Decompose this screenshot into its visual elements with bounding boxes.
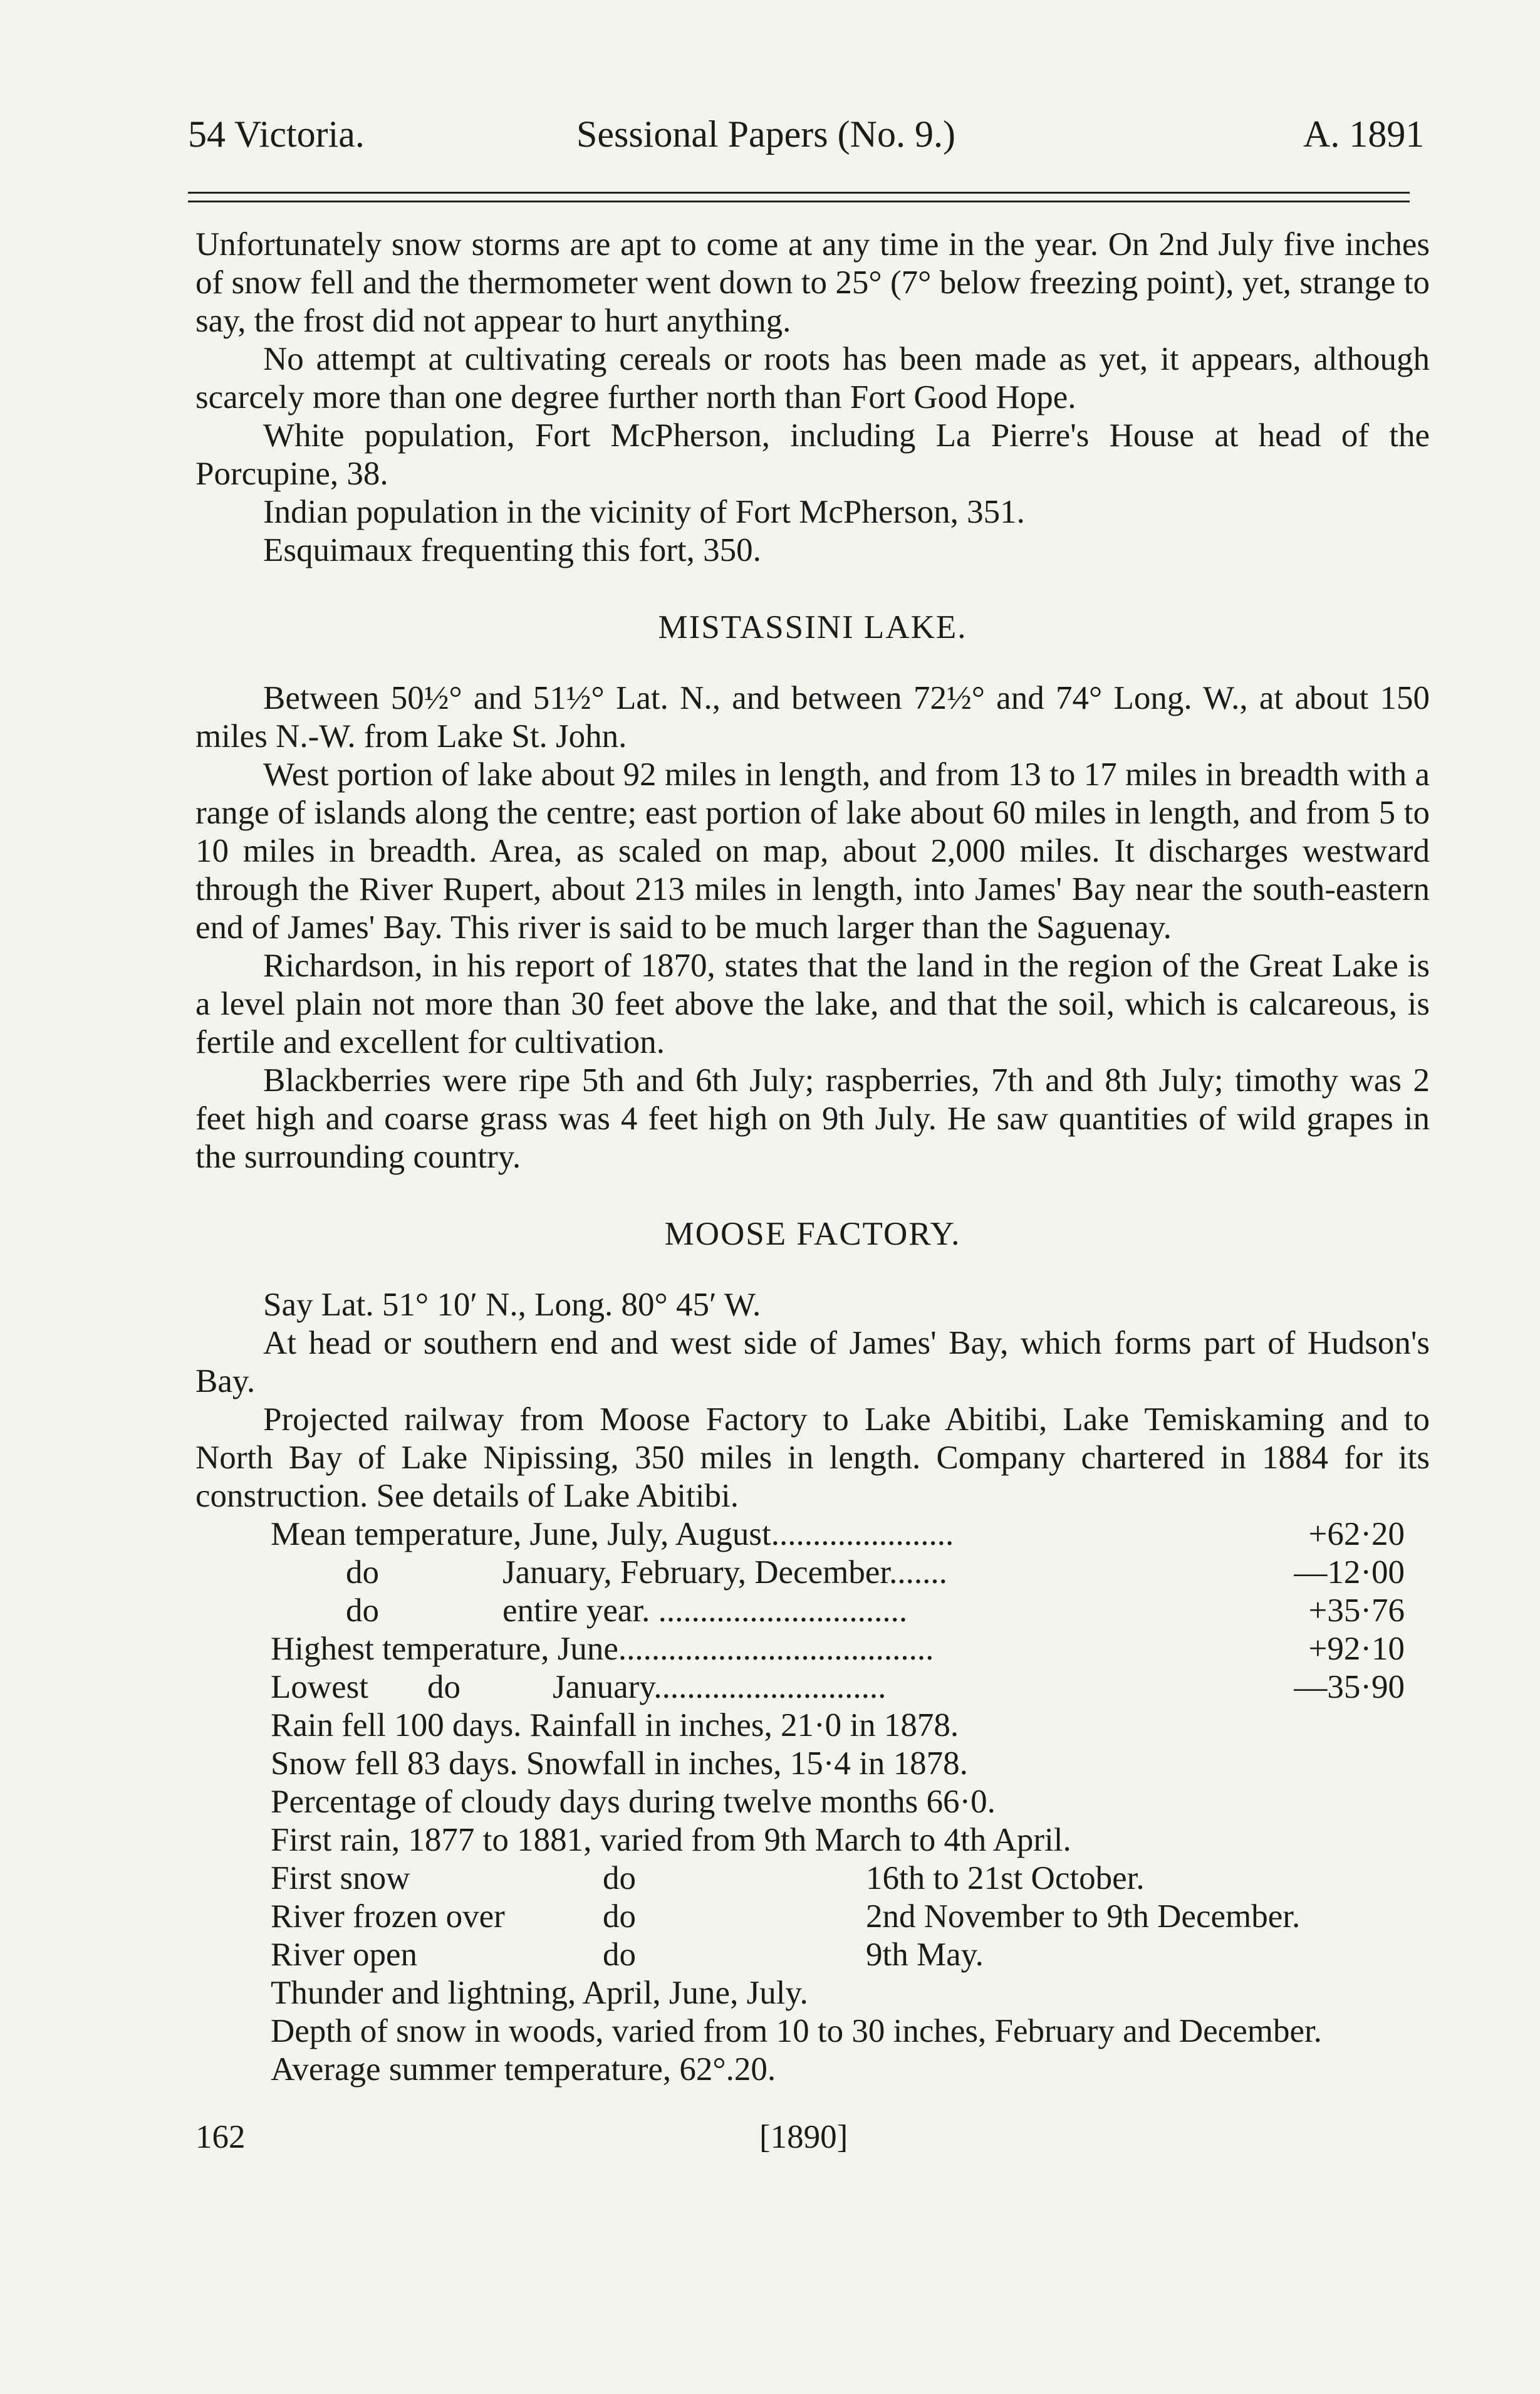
event-row: [271, 1859, 1430, 1898]
event-label: River open: [271, 1937, 418, 1973]
mistassini-paragraph-3: Richardson, in his report of 1870, states that the land in the region of the Great Lake is a level plain not more than 30 feet above the lake, and that the soil, which is calcareous, is fertile and excellent for cultivation.: [195, 948, 1430, 1060]
header-left: 54 Victoria.: [188, 113, 365, 155]
temp-row: [271, 1668, 1430, 1707]
average-line: Average summer temperature, 62°.20.: [271, 2051, 776, 2088]
temp-value: —35·90: [1294, 1669, 1405, 1705]
temp-dots: ......................................: [618, 1631, 934, 1667]
event-ditto: do: [603, 1860, 636, 1896]
temp-dots: .......: [889, 1554, 947, 1591]
event-ditto: do: [603, 1937, 636, 1973]
first-rain-line: First rain, 1877 to 1881, varied from 9th March to 4th April.: [271, 1822, 1071, 1858]
temp-mid: do: [427, 1669, 460, 1705]
rain-line: Rain fell 100 days. Rainfall in inches, 21·0 in 1878.: [271, 1707, 959, 1743]
temp-label: Mean temperature, June, July, August: [271, 1516, 771, 1552]
temp-value: +92·10: [1308, 1631, 1405, 1667]
moose-paragraph-2: Projected railway from Moose Factory to Lake Abitibi, Lake Temiskaming and to North Bay of Lake Nipissing, 350 miles in length. Company chartered in 1884 for its construction. See details of Lake Abitibi.: [195, 1401, 1430, 1514]
moose-paragraph-1: At head or southern end and west side of James' Bay, which forms part of Hudson's Bay.: [195, 1325, 1430, 1399]
event-row: [271, 1898, 1430, 1936]
temp-label: do: [346, 1592, 379, 1629]
header-center: Sessional Papers (No. 9.): [576, 113, 955, 155]
event-row: [271, 1936, 1430, 1974]
event-dates: 2nd November to 9th December.: [866, 1898, 1301, 1935]
page-number: 162: [195, 2119, 246, 2155]
intro-paragraph-4: Indian population in the vicinity of Fort McPherson, 351.: [263, 494, 1025, 530]
temp-label: do: [346, 1554, 379, 1591]
mistassini-paragraph-4: Blackberries were ripe 5th and 6th July; raspberries, 7th and 8th July; timothy was 2 feet high and coarse grass was 4 feet high on 9th July. He saw quantities of wild grapes in the surrounding country.: [195, 1062, 1430, 1175]
temp-row: [271, 1630, 1430, 1668]
mistassini-paragraph-1: Between 50½° and 51½° Lat. N., and between 72½° and 74° Long. W., at about 150 miles N.-W. from Lake St. John.: [195, 680, 1430, 755]
intro-paragraph-1: Unfortunately snow storms are apt to come at any time in the year. On 2nd July five inches of snow fell and the thermometer went down to 25° (7° below freezing point), yet, strange to say, the frost did not appear to hurt anything.: [195, 226, 1430, 339]
intro-paragraph-5: Esquimaux frequenting this fort, 350.: [263, 532, 761, 568]
footer-year: [1890]: [759, 2119, 848, 2155]
temp-dots: ..............................: [650, 1592, 908, 1629]
section-heading-mistassini: MISTASSINI LAKE.: [658, 609, 967, 646]
event-label: River frozen over: [271, 1898, 505, 1935]
snow-line: Snow fell 83 days. Snowfall in inches, 15·4 in 1878.: [271, 1745, 968, 1782]
snow-depth-paragraph: Depth of snow in woods, varied from 10 to 30 inches, February and December.: [271, 2013, 1322, 2049]
temp-value: +62·20: [1308, 1516, 1405, 1552]
page-body: [195, 226, 1430, 2089]
temp-mid: entire year.: [502, 1592, 650, 1629]
header-rule-bottom: [188, 201, 1410, 202]
temp-mid: January, February, December: [502, 1554, 890, 1591]
cloudy-line: Percentage of cloudy days during twelve months 66·0.: [271, 1784, 996, 1820]
temp-row: [271, 1592, 1430, 1630]
temp-mid: January: [553, 1669, 654, 1705]
temp-value: —12·00: [1294, 1554, 1405, 1591]
event-dates: 9th May.: [866, 1937, 984, 1973]
temp-value: +35·76: [1308, 1592, 1405, 1629]
intro-paragraph-3: White population, Fort McPherson, including La Pierre's House at head of the Porcupine, 38.: [195, 417, 1430, 492]
thunder-line: Thunder and lightning, April, June, July.: [271, 1975, 808, 2011]
event-label: First snow: [271, 1860, 410, 1896]
section-heading-moose: MOOSE FACTORY.: [664, 1216, 961, 1252]
page-header: [188, 113, 1428, 175]
event-ditto: do: [603, 1898, 636, 1935]
temp-row: [271, 1554, 1430, 1592]
temp-label: Highest temperature, June: [271, 1631, 618, 1667]
temp-label: Lowest: [271, 1669, 369, 1705]
header-rule-top: [188, 192, 1410, 194]
temp-row: [271, 1515, 1430, 1554]
temp-dots: ............................: [653, 1669, 887, 1705]
mistassini-paragraph-2: West portion of lake about 92 miles in length, and from 13 to 17 miles in breadth with a range of islands along the centre; east portion of lake about 60 miles in length, and from 5 to 10 miles in breadth. Area, as scaled on map, about 2,000 miles. It discharges westward through the River Rupert, about 213 miles in length, into James' Bay near the south-eastern end of James' Bay. This river is said to be much larger than the Saguenay.: [195, 756, 1430, 946]
header-right: A. 1891: [1303, 113, 1425, 155]
temperature-table: [195, 1515, 1430, 1707]
intro-paragraph-2: No attempt at cultivating cereals or roots has been made as yet, it appears, although scarcely more than one degree further north than Fort Good Hope.: [195, 341, 1430, 416]
event-dates: 16th to 21st October.: [866, 1860, 1145, 1896]
temp-dots: ......................: [771, 1516, 954, 1552]
moose-location: Say Lat. 51° 10′ N., Long. 80° 45′ W.: [263, 1287, 761, 1323]
